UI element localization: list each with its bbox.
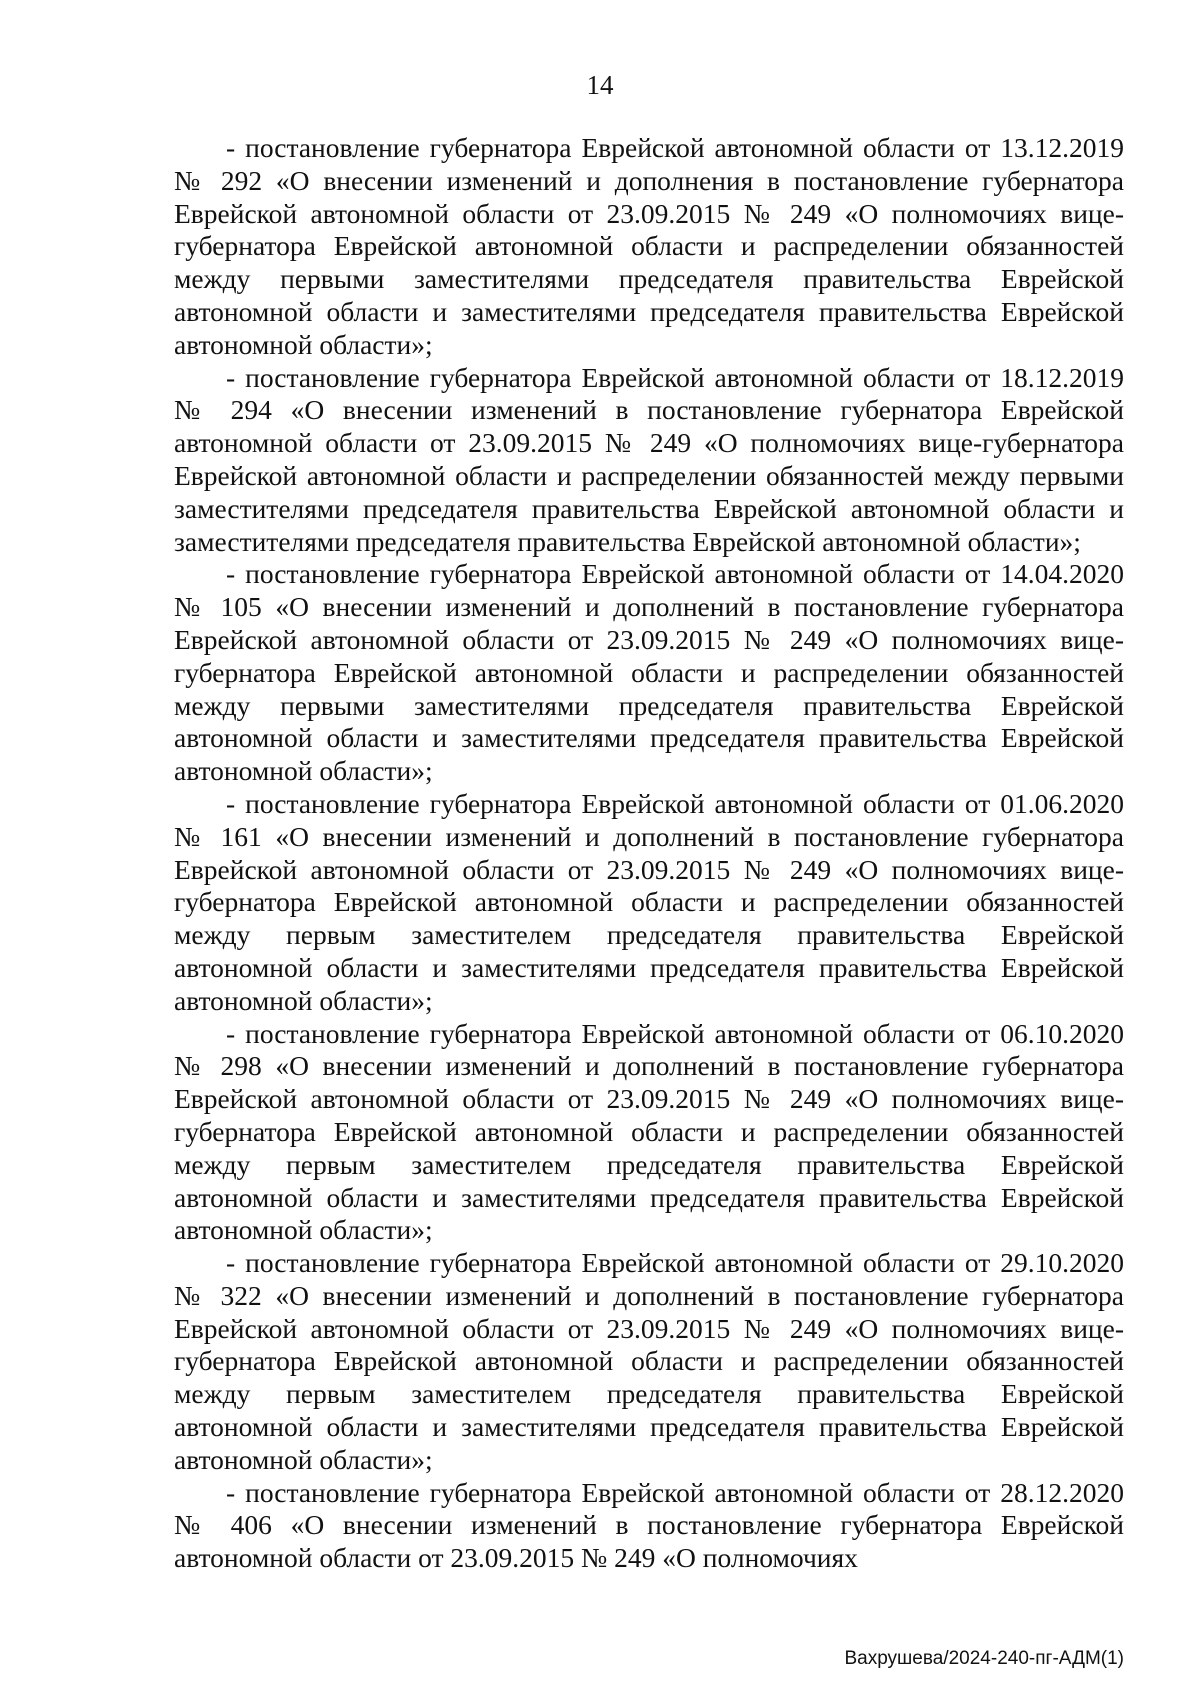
page-number: 14 [586,70,614,100]
list-item-paragraph-5: - постановление губернатора Еврейской автономной области от 06.10.2020 № 298 «О внесении изменений и дополнений в постановление губернатора Еврейской автономной области от 23.09.2015 № 249 «О полномочиях вице-губернатора Еврейской автономной области и распределении обязанностей между первым заместителем председателя правительства Еврейской автономной области и заместителями председателя правительства Еврейской автономной области»; [174,1017,1124,1246]
list-item-paragraph-3: - постановление губернатора Еврейской автономной области от 14.04.2020 № 105 «О внесении изменений и дополнений в постановление губернатора Еврейской автономной области от 23.09.2015 № 249 «О полномочиях вице-губернатора Еврейской автономной области и распределении обязанностей между первыми заместителями председателя правительства Еврейской автономной области и заместителями председателя правительства Еврейской автономной области»; [174,558,1124,787]
list-item-paragraph-2: - постановление губернатора Еврейской автономной области от 18.12.2019 № 294 «О внесении изменений в постановление губернатора Еврейской автономной области от 23.09.2015 № 249 «О полномочиях вице-губернатора Еврейской автономной области и распределении обязанностей между первыми заместителями председателя правительства Еврейской автономной области и заместителями председателя правительства Еврейской автономной области»; [174,361,1124,557]
list-item-paragraph-4: - постановление губернатора Еврейской автономной области от 01.06.2020 № 161 «О внесении изменений и дополнений в постановление губернатора Еврейской автономной области от 23.09.2015 № 249 «О полномочиях вице-губернатора Еврейской автономной области и распределении обязанностей между первым заместителем председателя правительства Еврейской автономной области и заместителями председателя правительства Еврейской автономной области»; [174,787,1124,1016]
list-item-paragraph-7: - постановление губернатора Еврейской автономной области от 28.12.2020 № 406 «О внесении изменений в постановление губернатора Еврейской автономной области от 23.09.2015 № 249 «О полномочиях [174,1476,1124,1574]
document-body [174,132,1124,1575]
document-registration-code: Вахрушева/2024-240-пг-АДМ(1) [844,1648,1124,1669]
list-item-paragraph-1: - постановление губернатора Еврейской автономной области от 13.12.2019 № 292 «О внесении изменений и дополнения в постановление губернатора Еврейской автономной области от 23.09.2015 № 249 «О полномочиях вице-губернатора Еврейской автономной области и распределении обязанностей между первыми заместителями председателя правительства Еврейской автономной области и заместителями председателя правительства Еврейской автономной области»; [174,132,1124,360]
list-item-paragraph-6: - постановление губернатора Еврейской автономной области от 29.10.2020 № 322 «О внесении изменений и дополнений в постановление губернатора Еврейской автономной области от 23.09.2015 № 249 «О полномочиях вице-губернатора Еврейской автономной области и распределении обязанностей между первым заместителем председателя правительства Еврейской автономной области и заместителями председателя правительства Еврейской автономной области»; [174,1247,1124,1475]
